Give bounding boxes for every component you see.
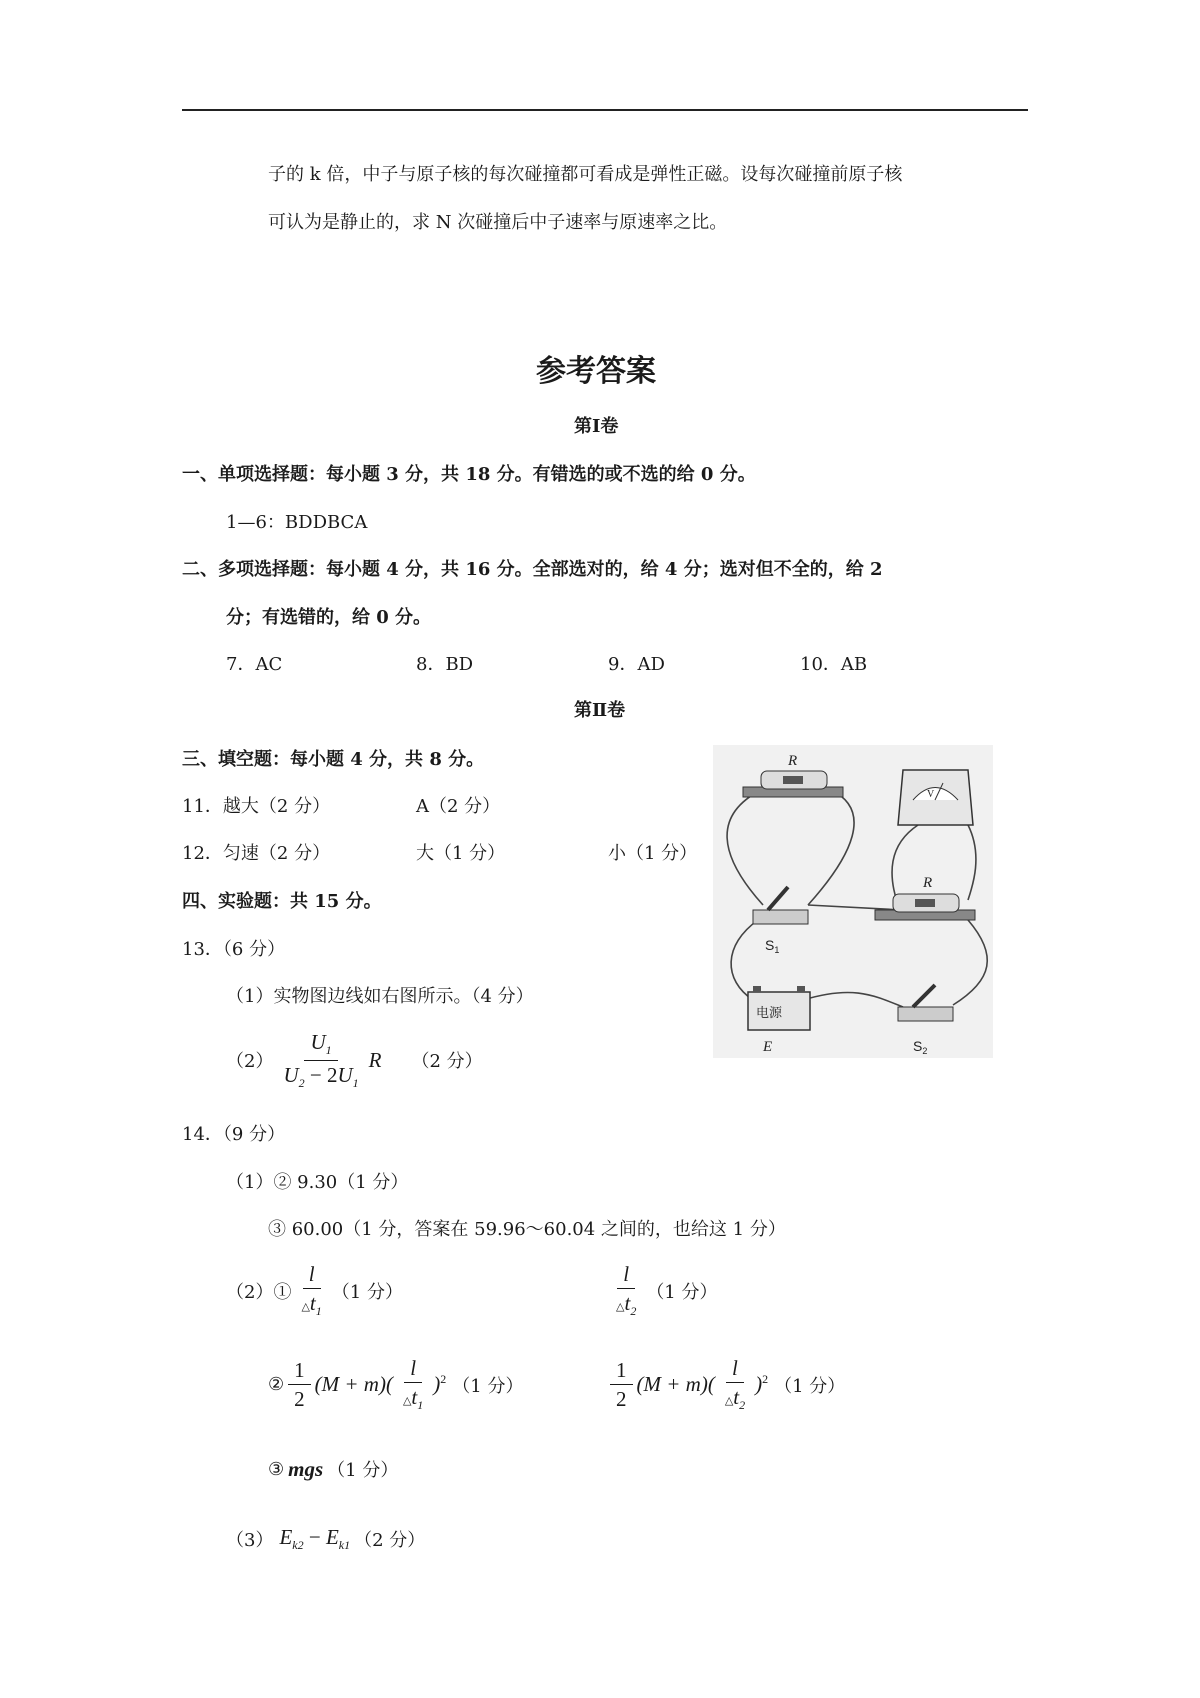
q13-part-1: （1）实物图边线如右图所示。（4 分） <box>226 986 534 1007</box>
sec2-answer-9: 9．AD <box>608 654 665 675</box>
label-s2: $S_2$ <box>913 1038 928 1056</box>
q12-answer-1: 12．匀速（2 分） <box>182 843 331 864</box>
volume-2-heading: 第Ⅱ卷 <box>574 700 626 721</box>
sec1-heading: 一、单项选择题：每小题 3 分，共 18 分。有错选的或不选的给 0 分。 <box>182 464 756 485</box>
q13-resistor-symbol: R <box>368 1047 382 1072</box>
sec2-heading-2: 分；有选错的，给 0 分。 <box>226 607 432 628</box>
q14-score-e: （1 分） <box>327 1460 399 1481</box>
q14-part-3-score: （2 分） <box>354 1530 426 1552</box>
sec2-answer-10: 10．AB <box>800 654 868 675</box>
q14-part-2-prefix: （2）① <box>226 1281 292 1303</box>
voltmeter <box>898 770 973 825</box>
q14-score-a: （1 分） <box>331 1281 403 1303</box>
volume-1-heading: 第Ⅰ卷 <box>574 416 619 437</box>
q14-part-2-row2b: $\frac{1}{2}$ (M + m)( $\frac{l}{\triangle t_2}$ )$^2$ （1 分） <box>606 1356 845 1413</box>
q14-ek-frac-1: $\frac{l}{\triangle t_1}$ <box>402 1356 424 1413</box>
q14-part-3-prefix: （3） <box>226 1530 274 1552</box>
q13-fraction: $\frac{U_1}{U_2 - 2U_1}$ <box>283 1030 359 1091</box>
q14-mgs: mgs <box>288 1456 324 1481</box>
q14-half-a: $\frac{1}{2}$ <box>288 1358 311 1411</box>
page-title: 参考答案 <box>536 354 656 389</box>
label-s1: $S_1$ <box>765 937 780 955</box>
q11-answer-2: A（2 分） <box>416 796 501 817</box>
q11-answer-1: 11．越大（2 分） <box>182 796 331 817</box>
sec4-heading: 四、实验题：共 15 分。 <box>182 891 382 912</box>
q14-part-3: （3） $E_{k2} - E_{k1}$ （2 分） <box>226 1525 426 1553</box>
q12-answer-3: 小（1 分） <box>608 843 698 864</box>
sec1-answers: 1—6：BDDBCA <box>226 512 368 533</box>
label-e: E <box>763 1039 773 1055</box>
q13-part-2-score: （2 分） <box>411 1051 483 1073</box>
sec2-heading-1: 二、多项选择题：每小题 4 分，共 16 分。全部选对的，给 4 分；选对但不全的，给 2 <box>182 559 883 580</box>
sec2-answer-7: 7．AC <box>226 654 283 675</box>
q14-label: 14．（9 分） <box>182 1124 286 1145</box>
label-r-top: R <box>788 753 798 769</box>
q13-label: 13．（6 分） <box>182 939 286 960</box>
q14-circle-2: ② <box>268 1374 285 1396</box>
q14-frac-l-over-dt2: $\frac{l}{\triangle t_2}$ <box>616 1262 637 1319</box>
sec3-heading: 三、填空题：每小题 4 分，共 8 分。 <box>182 749 485 770</box>
header-rule <box>182 109 1028 111</box>
q14-half-b: $\frac{1}{2}$ <box>610 1358 633 1411</box>
q14-score-b: （1 分） <box>646 1281 718 1303</box>
q14-part-2-row3 <box>268 1456 398 1482</box>
q14-score-d: （1 分） <box>774 1375 846 1397</box>
q14-part-2-row2: ② $\frac{1}{2}$ (M + m)( $\frac{l}{\triangle t_1}$ )$^2$ （1 分） <box>268 1356 524 1413</box>
q14-part-2-row1b <box>606 1262 718 1319</box>
label-voltmeter: V <box>927 789 935 800</box>
label-battery: 电源 <box>756 1006 783 1021</box>
circuit-diagram <box>713 745 993 1058</box>
q14-ek-frac-2: $\frac{l}{\triangle t_2}$ <box>724 1356 746 1413</box>
label-r-mid: R <box>923 875 933 891</box>
q13-part-2 <box>226 1030 483 1091</box>
q13-part-2-prefix: （2） <box>226 1051 274 1073</box>
sec2-answer-8: 8．BD <box>416 654 474 675</box>
q14-part-2-row1 <box>226 1262 403 1319</box>
q14-part-1b: ③ 60.00（1 分，答案在 59.96～60.04 之间的，也给这 1 分） <box>268 1219 786 1240</box>
intro-line-1: 子的 k 倍，中子与原子核的每次碰撞都可看成是弹性正磁。设每次碰撞前原子核 <box>268 164 903 185</box>
q14-score-c: （1 分） <box>452 1375 524 1397</box>
q14-part-1: （1）② 9.30（1 分） <box>226 1172 409 1193</box>
q14-circle-3: ③ <box>268 1458 285 1480</box>
intro-line-2: 可认为是静止的，求 N 次碰撞后中子速率与原速率之比。 <box>268 212 728 233</box>
q14-frac-l-over-dt1: $\frac{l}{\triangle t_1}$ <box>301 1262 322 1319</box>
q12-answer-2: 大（1 分） <box>416 843 506 864</box>
